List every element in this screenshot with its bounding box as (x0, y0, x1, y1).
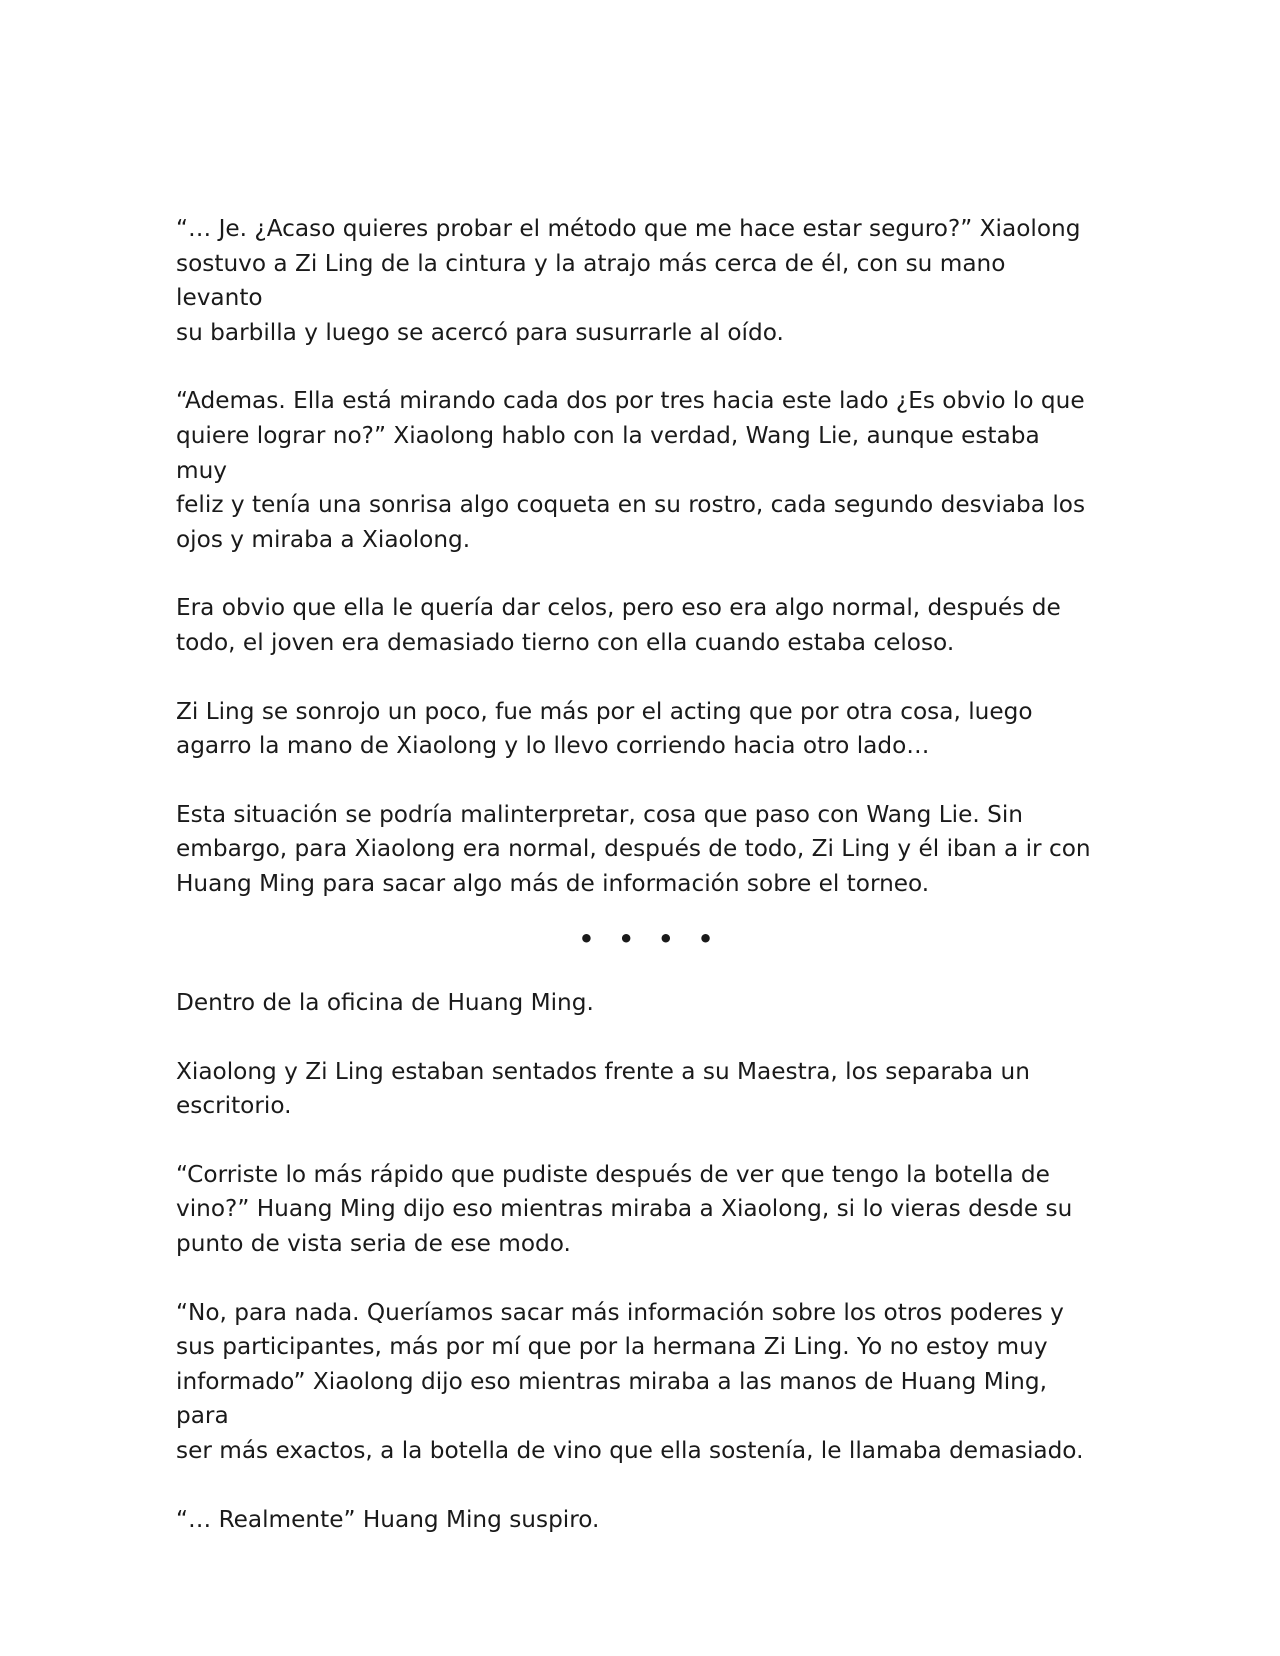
paragraph: “Corriste lo más rápido que pudiste después de ver que tengo la botella de vino?” Huang Ming dijo eso mientras miraba a Xiaolong, si lo vieras desde su punto de vista seria de ese modo. (176, 1160, 1073, 1258)
paragraph: Era obvio que ella le quería dar celos, pero eso era algo normal, después de todo, el joven era demasiado tierno con ella cuando estaba celoso. (176, 594, 1061, 656)
paragraph: “… Je. ¿Acaso quieres probar el método que me hace estar seguro?” Xiaolong sostuvo a Zi Ling de la cintura y la atrajo más cerca de él, con su mano levanto su barbilla y luego se acercó para susurrarle al oído. (176, 215, 1081, 346)
document-body (176, 212, 1094, 1571)
paragraph: Xiaolong y Zi Ling estaban sentados frente a su Maestra, los separaba un escritorio. (176, 1057, 1030, 1120)
scene-separator: • • • • (578, 924, 722, 953)
paragraph: Esta situación se podría malinterpretar, cosa que paso con Wang Lie. Sin embargo, para Xiaolong era normal, después de todo, Zi Ling y él iban a ir con Huang Ming para sacar algo más de información sobre el torneo. (176, 800, 1091, 897)
paragraph: “… Realmente” Huang Ming suspiro. (176, 1505, 600, 1533)
paragraph: Dentro de la oficina de Huang Ming. (176, 989, 594, 1017)
paragraph: Zi Ling se sonrojo un poco, fue más por el acting que por otra cosa, luego agarro la mano de Xiaolong y lo llevo corriendo hacia otro lado… (176, 697, 1033, 760)
paragraph: “No, para nada. Queríamos sacar más información sobre los otros poderes y sus participantes, más por mí que por la hermana Zi Ling. Yo no estoy muy informado” Xiaolong dijo eso mientras miraba a las manos de Huang Ming, para ser más exactos, a la botella de vino que ella sostenía, le llamaba demasiado. (176, 1298, 1084, 1465)
paragraph: “Ademas. Ella está mirando cada dos por tres hacia este lado ¿Es obvio lo que quiere lograr no?” Xiaolong hablo con la verdad, Wang Lie, aunque estaba muy feliz y tenía una sonrisa algo coqueta en su rostro, cada segundo desviaba los ojos y miraba a Xiaolong. (176, 387, 1086, 553)
